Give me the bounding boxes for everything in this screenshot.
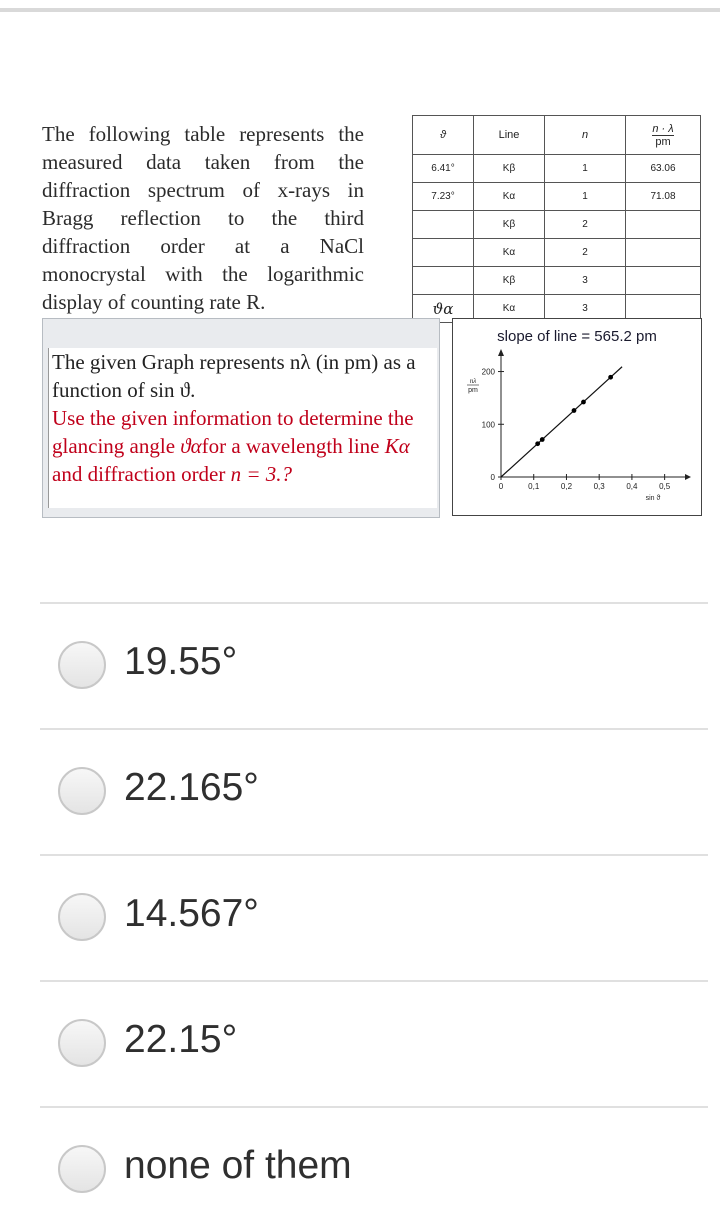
question-panel <box>42 318 440 518</box>
data-point <box>608 375 613 380</box>
y-tick-label: 200 <box>481 367 495 377</box>
data-point <box>540 437 545 442</box>
x-tick-label: 0,3 <box>593 482 605 491</box>
option-label[interactable]: 22.15° <box>124 1018 238 1061</box>
table-row <box>413 155 701 183</box>
table-cell-line: Kα <box>474 295 545 323</box>
x-tick-label: 0,5 <box>659 482 671 491</box>
option-label[interactable]: none of them <box>124 1144 352 1187</box>
table-cell-n: 3 <box>545 267 626 295</box>
x-tick-label: 0,1 <box>528 482 540 491</box>
table-cell-line: Kα <box>474 183 545 211</box>
y-axis-label-denominator: pm <box>468 387 478 394</box>
option-divider <box>40 602 708 604</box>
table-header-row <box>413 116 701 155</box>
table-cell-nl: 71.08 <box>626 183 701 211</box>
table-cell-line: Kβ <box>474 155 545 183</box>
option-divider <box>40 980 708 982</box>
table-cell-theta <box>413 267 474 295</box>
table-row <box>413 267 701 295</box>
table-cell-theta: 6.41° <box>413 155 474 183</box>
x-axis-arrow <box>685 474 691 480</box>
task-statement: Use the given information to determine the glancing angle ϑαfor a wavelength line Kα and diffraction order n = 3.? <box>52 406 414 486</box>
x-tick-label: 0,4 <box>626 482 638 491</box>
answer-option-2[interactable] <box>40 741 708 841</box>
radio-button[interactable] <box>58 893 106 941</box>
table-cell-nl <box>626 239 701 267</box>
fit-line <box>501 367 622 477</box>
chart-canvas <box>453 319 701 515</box>
table-cell-line: Kα <box>474 239 545 267</box>
n-lambda-graph <box>452 318 702 516</box>
x-tick-label: 0,2 <box>560 482 573 491</box>
table-cell-theta <box>413 239 474 267</box>
table-cell-line: Kβ <box>474 211 545 239</box>
table-cell-nl <box>626 267 701 295</box>
option-divider <box>40 854 708 856</box>
table-row <box>413 239 701 267</box>
data-point <box>535 441 540 446</box>
table-cell-theta: ϑα <box>413 295 474 323</box>
table-cell-theta: 7.23° <box>413 183 474 211</box>
line-header: Line <box>474 116 545 155</box>
answer-option-3[interactable] <box>40 867 708 967</box>
option-divider <box>40 728 708 730</box>
theta-header: ϑ <box>413 116 474 155</box>
graph-description: The given Graph represents nλ (in pm) as a function of sin ϑ. <box>52 350 416 402</box>
table-cell-line: Kβ <box>474 267 545 295</box>
table-cell-n: 1 <box>545 183 626 211</box>
option-label[interactable]: 22.165° <box>124 766 259 809</box>
top-separator <box>0 8 720 12</box>
chart-title: slope of line = 565.2 pm <box>497 328 657 345</box>
table-row <box>413 211 701 239</box>
y-axis-arrow <box>498 349 504 356</box>
question-text-block <box>48 348 437 508</box>
table-row <box>413 183 701 211</box>
data-point <box>572 408 577 413</box>
table-cell-n: 3 <box>545 295 626 323</box>
answer-option-5[interactable] <box>40 1119 708 1219</box>
y-tick-label: 100 <box>481 420 495 430</box>
option-divider <box>40 1106 708 1108</box>
table-cell-nl: 63.06 <box>626 155 701 183</box>
option-label[interactable]: 14.567° <box>124 892 259 935</box>
answer-option-4[interactable] <box>40 993 708 1093</box>
radio-button[interactable] <box>58 1145 106 1193</box>
table-cell-n: 2 <box>545 211 626 239</box>
table-cell-theta <box>413 211 474 239</box>
radio-button[interactable] <box>58 1019 106 1067</box>
question-intro: The following table represents the measured data taken from the diffraction spectrum of x-rays in Bragg reflection to the third diffraction order at a NaCl monocrystal with the logarithmic display of counting rate R. <box>42 122 364 314</box>
radio-button[interactable] <box>58 641 106 689</box>
bragg-data-table <box>412 115 701 323</box>
table-cell-n: 1 <box>545 155 626 183</box>
radio-button[interactable] <box>58 767 106 815</box>
data-point <box>581 400 586 405</box>
order-header: n <box>545 116 626 155</box>
y-axis-label-numerator: nλ <box>469 377 477 385</box>
table-cell-nl <box>626 211 701 239</box>
option-label[interactable]: 19.55° <box>124 640 238 683</box>
x-axis-label: sin ϑ <box>645 495 661 502</box>
answer-option-1[interactable] <box>40 615 708 715</box>
y-tick-label: 0 <box>490 473 495 482</box>
x-tick-label: 0 <box>498 482 504 491</box>
table-cell-n: 2 <box>545 239 626 267</box>
n-lambda-header: $\frac{n \cdot \lambda}{pm}$ <box>626 116 701 155</box>
